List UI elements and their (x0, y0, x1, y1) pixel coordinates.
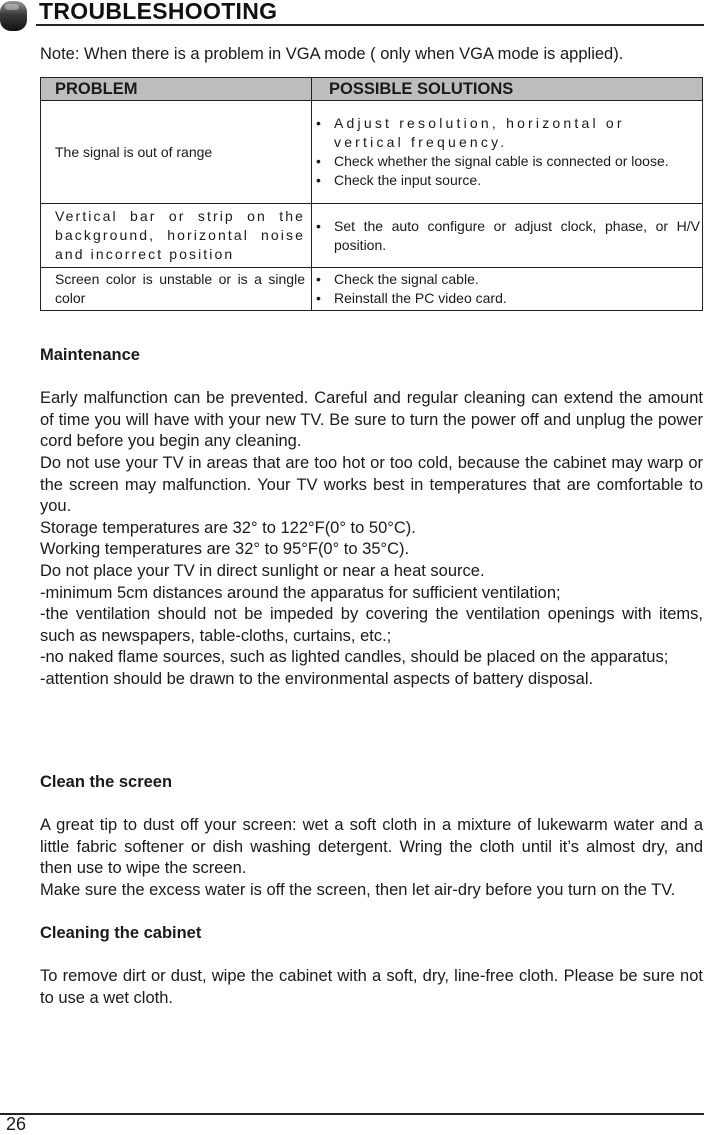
solution-item (316, 270, 700, 289)
solutions-cell (312, 101, 703, 204)
solution-text: Adjust resolution, horizontal or vertical frequency. (334, 115, 625, 150)
problem-cell: Screen color is unstable or is a single color (41, 268, 312, 311)
footer-divider (0, 1113, 704, 1115)
paragraph: Do not place your TV in direct sunlight or near a heat source. (40, 561, 485, 580)
solutions-cell (312, 268, 703, 311)
table-row (41, 101, 703, 204)
column-header-problem: PROBLEM (41, 78, 312, 101)
vga-note: Note: When there is a problem in VGA mode ( only when VGA mode is applied). (40, 45, 624, 63)
troubleshooting-table (40, 77, 703, 311)
solution-text: Set the auto configure or adjust clock, phase, or H/V position. (334, 217, 700, 253)
bullet-icon: • (316, 290, 321, 306)
page-title: TROUBLESHOOTING (39, 0, 278, 24)
paragraph: Do not use your TV in areas that are too hot or too cold, because the cabinet may warp or the screen may malfunction. Your TV works best in temperatures that are comfortable to you. (40, 453, 703, 516)
solution-text: Check the input source. (334, 172, 482, 188)
section-heading: Clean the screen (40, 773, 173, 791)
paragraph: -no naked flame sources, such as lighted candles, should be placed on the apparatus; (40, 648, 669, 667)
table-header-row (41, 78, 703, 101)
solution-text: Check whether the signal cable is connected or loose. (334, 153, 669, 169)
paragraph: -the ventilation should not be impeded by covering the ventilation openings with items, such as newspapers, table-cloths, curtains, etc.; (40, 605, 703, 645)
solutions-cell (312, 204, 703, 268)
paragraph: Early malfunction can be prevented. Careful and regular cleaning can extend the amount of time you will have with your new TV. Be sure to turn the power off and unplug the power cord before you begin any cleaning. (40, 389, 703, 451)
paragraph: Make sure the excess water is off the screen, then let air-dry before you turn on the TV. (40, 880, 676, 899)
bullet-icon: • (316, 172, 321, 188)
column-header-solutions: POSSIBLE SOLUTIONS (312, 78, 703, 101)
section-heading: Maintenance (40, 346, 140, 364)
title-divider (36, 24, 704, 26)
paragraph: A great tip to dust off your screen: wet a soft cloth in a mixture of lukewarm water and a little fabric softener or dish washing detergent. Wring the cloth until it’s almost dry, and then use to wipe the screen. (40, 816, 703, 878)
page-header (0, 0, 704, 30)
solution-item (316, 171, 700, 190)
paragraph: To remove dirt or dust, wipe the cabinet with a soft, dry, line-free cloth. Please be sure not to use a wet cloth. (40, 967, 703, 1007)
table-row (41, 204, 703, 268)
table-row (41, 268, 703, 311)
solution-text: Check the signal cable. (334, 271, 479, 287)
solution-item (316, 152, 700, 171)
section-heading: Cleaning the cabinet (40, 924, 202, 943)
paragraph: Working temperatures are 32° to 95°F(0° to 35°C). (40, 540, 410, 559)
maintenance-section (40, 345, 703, 691)
bullet-icon: • (316, 115, 321, 131)
paragraph: Storage temperatures are 32° to 122°F(0° to 50°C). (40, 518, 416, 537)
page-number: 26 (6, 1114, 27, 1134)
solution-item (316, 289, 700, 308)
solution-item (316, 217, 700, 255)
bullet-icon: • (316, 271, 321, 287)
problem-cell: Vertical bar or strip on the background, horizontal noise and incorrect position (41, 204, 312, 268)
bullet-icon: • (316, 217, 321, 234)
problem-cell: The signal is out of range (41, 101, 312, 204)
clean-screen-section (40, 772, 703, 1010)
paragraph: -attention should be drawn to the environmental aspects of battery disposal. (40, 669, 594, 688)
solution-item (316, 114, 700, 152)
bullet-icon: • (316, 153, 321, 169)
solution-text: Reinstall the PC video card. (334, 290, 507, 306)
section-tab-icon (0, 1, 27, 31)
paragraph: -minimum 5cm distances around the apparatus for sufficient ventilation; (40, 583, 561, 602)
